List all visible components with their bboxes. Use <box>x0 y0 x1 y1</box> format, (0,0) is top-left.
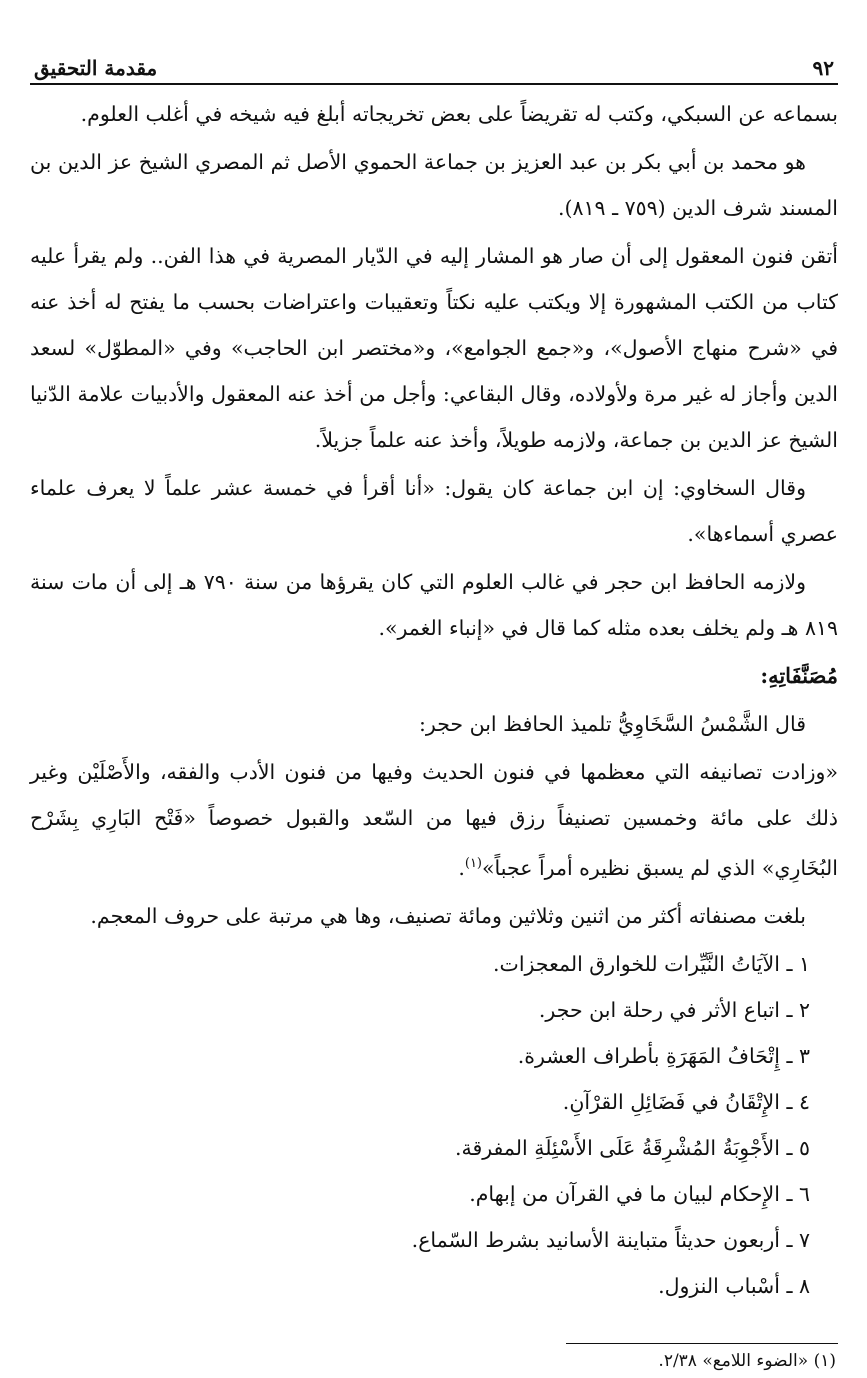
page-header <box>30 40 838 85</box>
list-item: ٣ ـ إِتْحَافُ المَهَرَةِ بأطراف العشرة. <box>517 1043 810 1068</box>
quote-paragraph <box>30 749 838 891</box>
document-page <box>30 40 838 1378</box>
page-body <box>30 85 838 1378</box>
quote-intro: قال الشَّمْسُ السَّخَاوِيُّ تلميذ الحافظ ابن حجر: <box>418 712 806 736</box>
quote-end: . <box>458 855 465 880</box>
footnote-reference: (١) <box>464 856 482 871</box>
section-heading: مُصَنَّفَاتِهِ: <box>760 663 838 688</box>
paragraph: أتقن فنون المعقول إلى أن صار هو المشار إليه في الدّيار المصرية في هذا الفن.. ولم يقرأ عليه كتاب من الكتب المشهورة إلا ويكتب عليه نكتاً وتعقيبات واعتراضات بحسب ما يفتح له أخذ عنه في «شرح منهاج الأصول»، و«جمع الجوامع»، و«مختصر ابن الحاجب» وفي «المطوّل» لسعد الدين وأجاز له غير مرة ولأولاده، وقال البقاعي: وأجل من أخذ عنه المعقول والأدبيات علامة الدّنيا الشيخ عز الدين بن جماعة، ولازمه طويلاً، وأخذ عنه علماً جزيلاً. <box>30 244 838 452</box>
paragraph: وقال السخاوي: إن ابن جماعة كان يقول: «أنا أقرأ في خمسة عشر علماً لا يعرف علماء عصري أسماءها». <box>30 476 838 546</box>
list-item: ٧ ـ أربعون حديثاً متباينة الأسانيد بشرط السّماع. <box>411 1227 810 1252</box>
paragraph: هو محمد بن أبي بكر بن عبد العزيز بن جماعة الحموي الأصل ثم المصري الشيخ عز الدين بن المسند شرف الدين (٧٥٩ ـ ٨١٩). <box>30 150 838 220</box>
list-item: ٦ ـ الإِحكام لبيان ما في القرآن من إبهام. <box>469 1181 810 1206</box>
page-number: ٩٢ <box>812 56 834 80</box>
quote-text: «وزادت تصانيفه التي معظمها في فنون الحديث وفيها من فنون الأدب والفقه، والأَصْلَيْن وغير ذلك على مائة وخمسين تصنيفاً رزق فيها من السّعد والقبول خصوصاً «فَتْح البَارِي بِشَرْح البُخَارِي» الذي لم يسبق نظيره أمراً عجباً» <box>30 760 838 880</box>
list-item: ٥ ـ الأَجْوِبَةُ المُشْرِقَةُ عَلَى الأَسْئِلَةِ المفرقة. <box>454 1135 810 1160</box>
footnote: (١) «الضوء اللامع» ٢/٣٨. <box>658 1350 836 1371</box>
count-sentence: بلغت مصنفاته أكثر من اثنين وثلاثين ومائة تصنيف، وها هي مرتبة على حروف المعجم. <box>90 903 806 928</box>
paragraph: ولازمه الحافظ ابن حجر في غالب العلوم التي كان يقرؤها من سنة ٧٩٠ هـ إلى أن مات سنة ٨١٩ هـ ولم يخلف بعده مثله كما قال في «إنباء الغمر». <box>30 570 838 640</box>
works-list <box>30 941 838 1309</box>
list-item: ٢ ـ اتباع الأثر في رحلة ابن حجر. <box>538 997 810 1022</box>
list-item: ٨ ـ أسْباب النزول. <box>658 1273 810 1298</box>
list-item: ٤ ـ الإِتْقَانُ في فَضَائِلِ القرْآنِ. <box>562 1089 810 1114</box>
list-item: ١ ـ الآيَاتُ النَّيِّرات للخوارق المعجزات. <box>493 951 810 976</box>
paragraph: بسماعه عن السبكي، وكتب له تقريضاً على بعض تخريجاته أبلغ فيه شيخه في أغلب العلوم. <box>80 102 838 126</box>
running-title: مقدمة التحقيق <box>34 56 158 80</box>
